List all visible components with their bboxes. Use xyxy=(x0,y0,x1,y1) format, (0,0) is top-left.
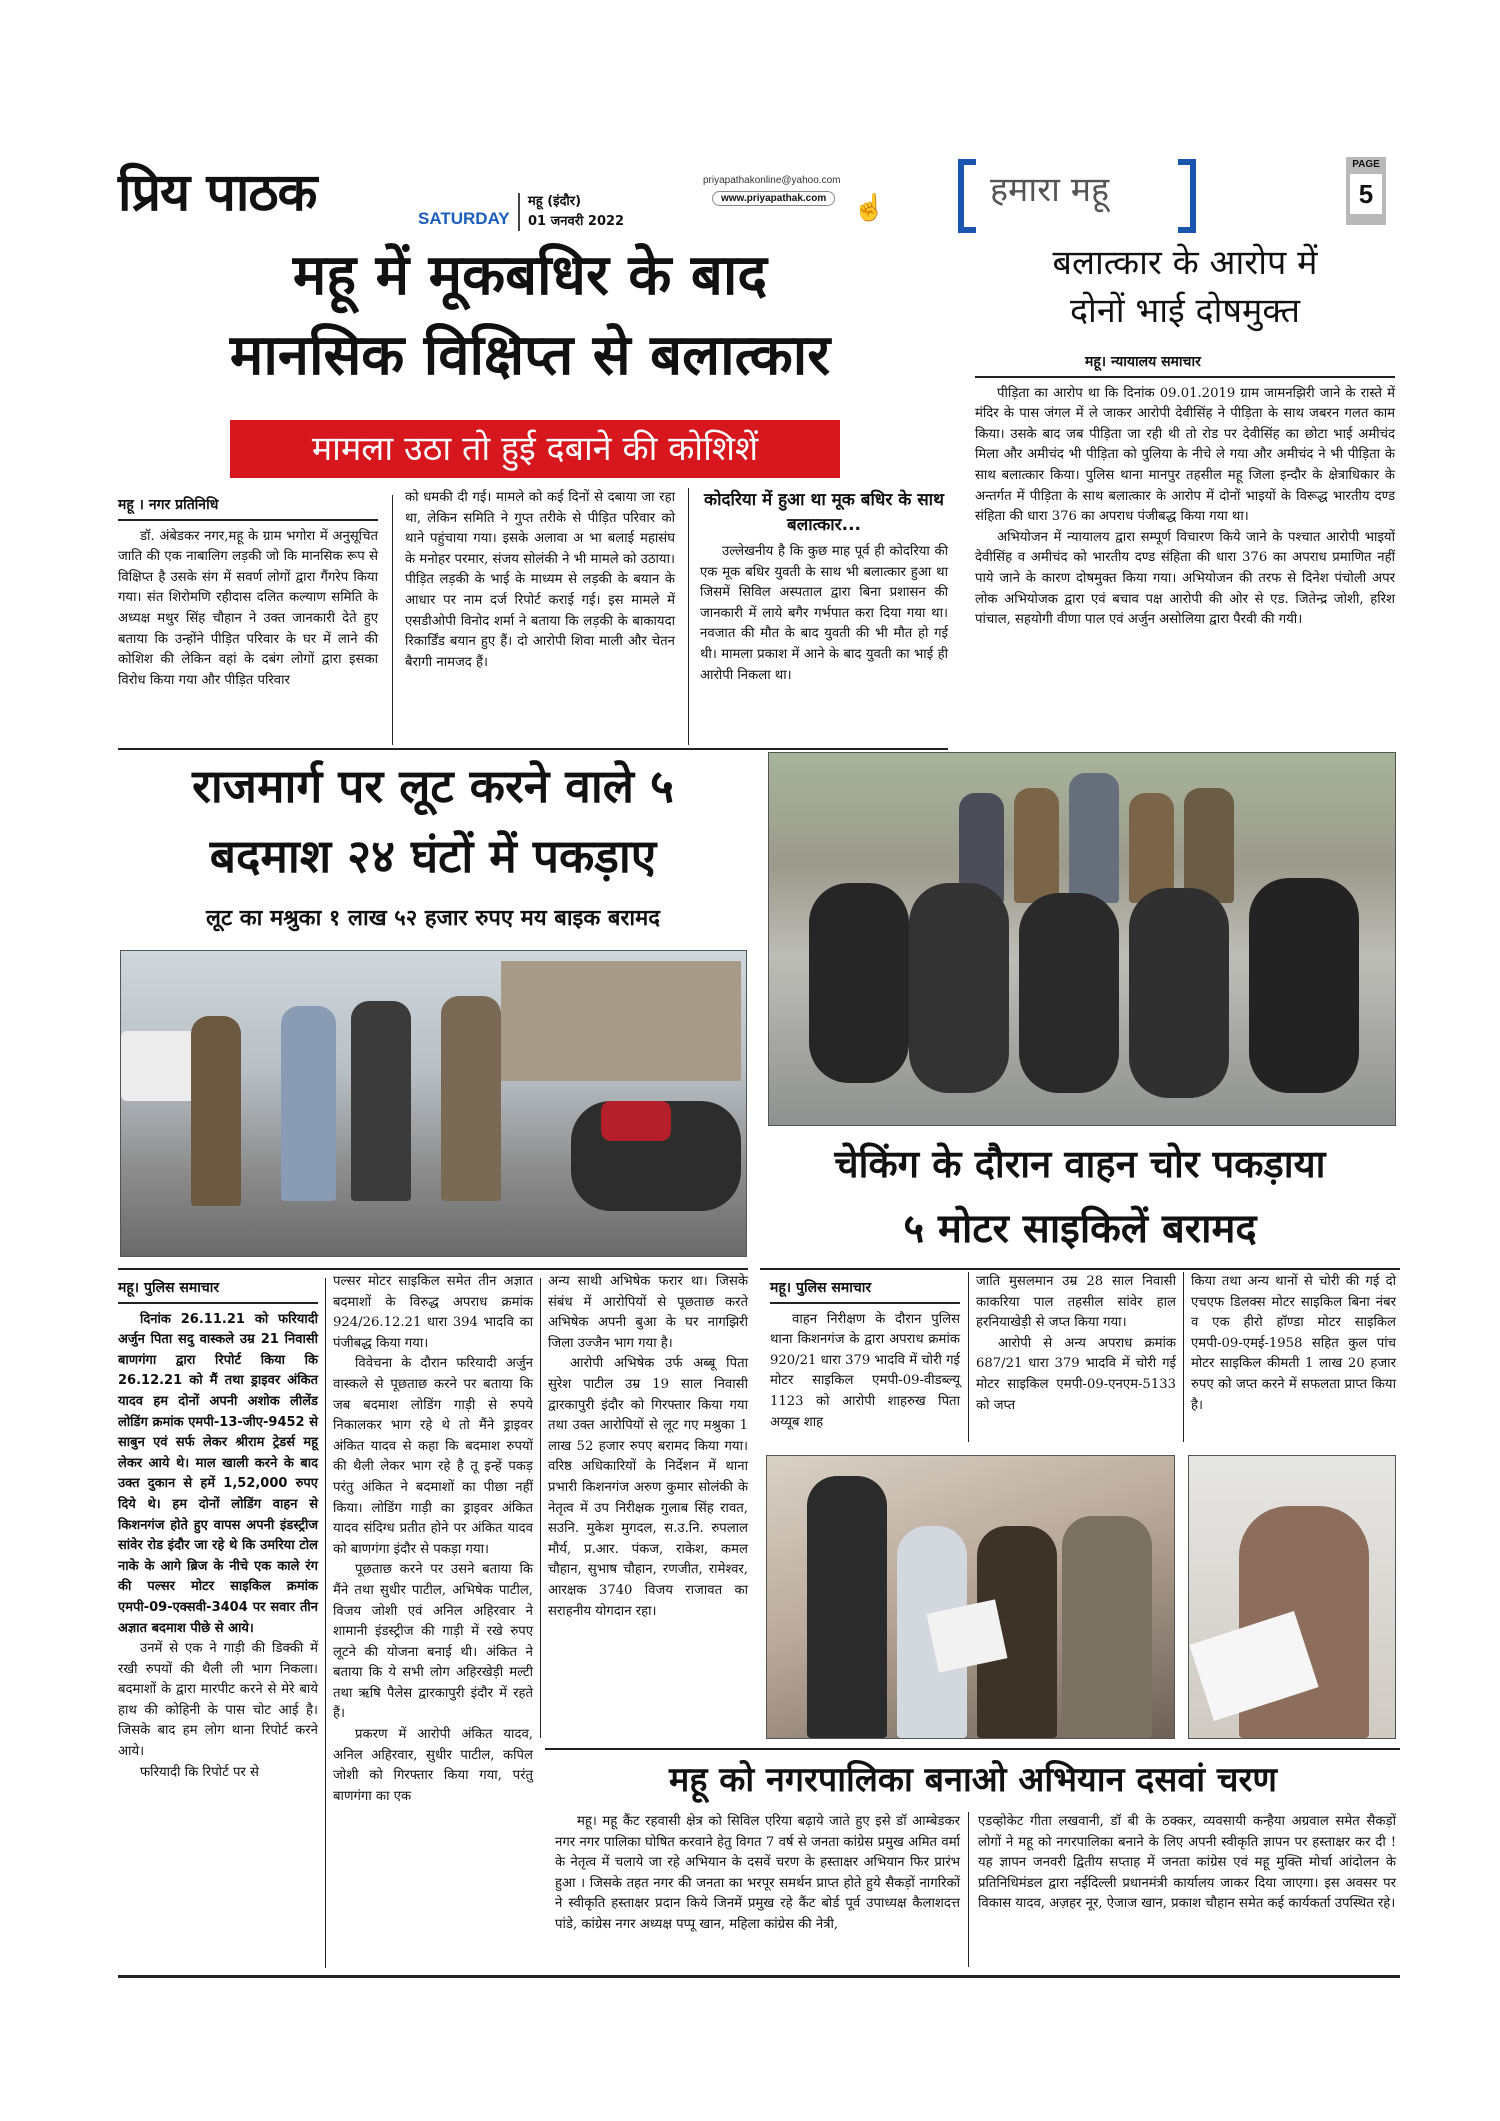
page-bottom-rule xyxy=(118,1975,1400,1978)
story2-headline-line1: बलात्कार के आरोप में xyxy=(1052,243,1318,283)
story3-col2-p2: विवेचना के दौरान फरियादी अर्जुन वास्कले से पूछताछ करने पर बताया कि जब बदमाश लोडिंग गाड़ी से रुपये निकालकर भाग रहे थे तो मैंने ड्राइवर अंकित यादव से कहा कि बदमाश रुपयों की थैली लेकर भाग रहे है तू इन्हें पकड़ परंतु अंकित ने बदमाशों का पीछा नहीं किया। लोडिंग गाड़ी का ड्राइवर अंकित यादव संदिग्ध प्रतीत होने पर अंकित यादव को बाणगंगा इंदौर से पकड़ा गया। xyxy=(333,1356,533,1557)
story3-col1-rest: उनमें से एक ने गाड़ी की डिक्की में रखी रुपयों की थैली ली भाग निकला। बदमाशों के द्वारा मारपीट करने से मेरे बाये हाथ की कोहिनी के पास चोट आई है। जिसके बाद हम लोग थाना रिपोर्ट करने आये। xyxy=(118,1641,318,1760)
accused-1-shape xyxy=(281,1006,336,1201)
story4-motorcycles-photo xyxy=(768,752,1396,1126)
day-label: SATURDAY xyxy=(418,209,510,228)
section-divider-1 xyxy=(118,748,948,750)
officer-3-shape xyxy=(1129,793,1174,903)
story5-top-divider xyxy=(545,1748,1400,1750)
bike-2-shape xyxy=(909,883,1009,1093)
page-number: 5 xyxy=(1350,174,1382,214)
story4-col1-text: वाहन निरीक्षण के दौरान पुलिस थाना किशनगंज के द्वारा अपराध क्रमांक 920/21 धारा 379 भादवि में चोरी गई मोटर साइकिल एमपी-09-वीडब्ल्यू 1123 को आरोपी शाहरुख पिता अय्यूब शाह xyxy=(770,1311,960,1430)
story3-arrest-photo xyxy=(120,950,747,1257)
page-label: PAGE xyxy=(1352,159,1380,170)
story3-col3-p2: आरोपी अभिषेक उर्फ अब्बू पिता सुरेश पाटील उम्र 19 साल निवासी द्वारकापुरी इंदौर को गिरफ्तार किया गया तथा उक्त आरोपियों से लूट गए मश्रुका 1 लाख 52 हजार रुपए बरामद किया गया। वरिष्ठ अधिकारियों के निर्देशन में थाना प्रभारी किशनगंज अरुण कुमार सोलंकी के नेतृत्व में उप निरीक्षक गुलाब सिंह रावत, सउनि. मुकेश मुगदल, स.उ.नि. रुपलाल मौर्य, प्र.आर. पंकज, राकेश, कमल चौहान, सुभाष चौहान, रणजीत, रामेश्वर, आरक्षक 3740 विजय राजावत का सराहनीय योगदान रहा। xyxy=(548,1356,748,1619)
story3-headline-line2: बदमाश २४ घंटों में पकड़ाए xyxy=(209,829,657,883)
accused-2-shape xyxy=(351,1001,411,1201)
story2-p1: पीड़िता का आरोप था कि दिनांक 09.01.2019 ग्राम जामनझिरी जाने के रास्ते में मंदिर के पास जंगल में ले जाकर आरोपी देवीसिंह ने पीड़िता के साथ जबरन गलत काम किया। उसके बाद जब पीड़िता जा रही थी तो रोड पर देवीसिंह का छोटा भाई अमीचंद मिला और अमीचंद भी पीड़िता को पुलिया के नीचे ले गया और अमीचंद ने भी पीड़िता के साथ बलात्कार किया। पुलिस थाना मानपुर तहसील महू जिला इन्दौर के क्षेत्राधिकार के अन्तर्गत में पीड़िता के साथ बलात्कार के आरोप में दोनों भाइयों के विरूद्ध भारतीय दण्ड संहिता की धारा 376 का अपराध पंजीबद्ध किया गया था। xyxy=(975,385,1395,525)
story4-col2-text: जाति मुसलमान उम्र 28 साल निवासी काकरिया पाल तहसील सांवेर हाल हरनियाखेड़ी से जप्त किया गया। xyxy=(976,1274,1176,1331)
accused-shape xyxy=(1069,773,1119,903)
story3-col3 xyxy=(548,1272,748,1622)
story4-police-photo xyxy=(766,1455,1175,1739)
story1-col2-text: को धमकी दी गई। मामले को कई दिनों से दबाया जा रहा था, लेकिन समिति ने गुप्त तरीके से पीड़ित परिवार को थाने पहुंचाया गया। इसके अलावा अ भा बलाई महासंघ के मनोहर परमार, संजय सोलंकी ने भी मामले को उठाया। पीड़ित लड़की के भाई के माध्यम से लड़की के बयान के आधार पर नाम दर्ज रिपोर्ट कराई गई। इस मामले में एसडीओपी विनोद शर्मा ने बताया कि लड़की के बाकायदा रिकार्डिंड बयान हुए हैं। दो आरोपी शिवा माली और चेतन बैरागी नामजद हैं। xyxy=(405,490,675,670)
story3-photo-divider xyxy=(118,1268,748,1270)
story3-col1 xyxy=(118,1278,318,1783)
story1-subhead: मामला उठा तो हुई दबाने की कोशिशें xyxy=(230,420,840,478)
story1-headline-line1: महू में मूकबधिर के बाद xyxy=(292,243,768,308)
story3-col1-bold: दिनांक 26.11.21 को फरियादी अर्जुन पिता सदु वास्कले उम्र 21 निवासी बाणगंगा द्वारा रिपोर्ट किया कि 26.12.21 को मैं तथा ड्राइवर अंकित यादव हम दोनों अपनी अशोक लीलेंड लोडिंग क्रमांक एमपी-13-जीए-9452 से साबुन एवं सर्फ लेकर श्रीराम ट्रेडर्स महू लेकर आये थे। माल खाली करने के बाद उक्त दुकान से हमें 1,52,000 रुपए दिये थे। हम दोनों लोडिंग वाहन से किशनगंज होते हुए वापस अपनी इंडस्ट्रीज सांवेर रोड इंदौर जा रहे थे कि उमरिया टोल नाके के आगे ब्रिज के नीचे एक काले रंग की पल्सर मोटर साइकिल क्रमांक एमपी-09-एक्सवी-3404 पर सवार तीन अज्ञात बदमाश पीछे से आये। xyxy=(118,1311,318,1636)
story4-byline: महू। पुलिस समाचार xyxy=(770,1278,960,1304)
policeman-shape xyxy=(191,1016,241,1206)
story1-col1-text: डॉ. अंबेडकर नगर,महू के ग्राम भगोरा में अनुसूचित जाति की एक नाबालिग लड़की जो कि मानसिक रूप से विक्षिप्त है उसके संग में सवर्ण लोगों द्वारा गैंगरेप किया गया। संत शिरोमणि रहीदास दलित कल्याण समिति के अध्यक्ष मथुर सिंह चौहान ने उक्त जानकारी देते हुए बताया कि उन्होंने पीड़ित परिवार के घर में लाने की कोशिश की लेकिन वहां के दबंग लोगों द्वारा इसका विरोध किया गया और पीड़ित परिवार xyxy=(118,528,378,688)
story5-col1-text: महू। महू कैंट रहवासी क्षेत्र को सिविल एरिया बढ़ाये जाते हुए इसे डॉ आम्बेडकर नगर नगर पालिका घोषित करवाने हेतु विगत 7 वर्ष से जनता कांग्रेस प्रमुख अमित वर्मा के नेतृत्व में चलाये जा रहे अभियान के दसवें चरण के हस्ताक्षर अभियान फिर प्रारंभ हुआ । जिसके तहत नगर की जनता का भरपूर समर्थन प्राप्त होते हुये सैकड़ों नागरिकों ने स्वीकृति हस्ताक्षर प्रदान किये जिनमें प्रमुख रहे कैंट बोर्ड पूर्व उपाध्यक्ष कैलाशदत्त पांडे, कांग्रेस नगर अध्यक्ष पप्पू खान, महिला कांग्रेस की नेत्री, xyxy=(555,1814,960,1932)
story1-box-head: कोदरिया में हुआ था मूक बधिर के साथ बलात्कार... xyxy=(704,490,944,535)
story2-body xyxy=(975,352,1395,631)
story5-col2 xyxy=(978,1812,1396,1915)
building-shape xyxy=(501,961,741,1081)
story3-col2-p1: पल्सर मोटर साइकिल समेत तीन अज्ञात बदमाशों के विरुद्ध अपराध क्रमांक 924/26.12.21 धारा 394 भादवि का पंजीबद्ध किया गया। xyxy=(333,1274,533,1351)
story4-col1 xyxy=(770,1278,960,1433)
page-number-box xyxy=(1346,157,1386,225)
story5-headline: महू को नगरपालिका बनाओ अभियान दसवां चरण xyxy=(669,1760,1277,1800)
story4-col3 xyxy=(1191,1272,1396,1416)
story4-col2-p2: आरोपी से अन्य अपराध क्रमांक 687/21 धारा 379 भादवि में चोरी गई मोटर साइकिल एमपी-09-एनएम-5133 को जप्त xyxy=(976,1335,1176,1413)
motorcycle-red-shape xyxy=(601,1101,671,1141)
accused-3-shape xyxy=(441,996,501,1201)
story3-headline-line1: राजमार्ग पर लूट करने वाले ५ xyxy=(192,759,674,813)
story1-col1 xyxy=(118,495,378,691)
story1-byline: महू । नगर प्रतिनिधि xyxy=(118,495,378,521)
officer-4-shape xyxy=(1184,788,1234,903)
story3-col2-p4: प्रकरण में आरोपी अंकित यादव, अनिल अहिरवार, सुधीर पाटील, कपिल जोशी को गिरफ्तार किया गया, परंतु बाणगंगा का एक xyxy=(333,1727,533,1804)
story4-official-photo xyxy=(1188,1455,1396,1739)
header-divider xyxy=(518,193,520,231)
hand-pointer-icon: ☝ xyxy=(853,193,886,223)
story1-col2 xyxy=(405,488,675,673)
story3-col1-tail: फरियादी कि रिपोर्ट पर से xyxy=(140,1764,259,1780)
story3-col-divider-2 xyxy=(540,1278,541,1738)
newspaper-logo: प्रिय पाठक xyxy=(118,163,317,223)
story2-byline: महू। न्यायालय समाचार xyxy=(975,352,1395,378)
story1-box-text: उल्लेखनीय है कि कुछ माह पूर्व ही कोदरिया की एक मूक बधिर युवती के साथ भी बलात्कार हुआ था जिसमें सिविल अस्पताल द्वारा बिना प्रशासन की जानकारी में लाये बगैर गर्भपात करा दिया गया था। नवजात की मौत के बाद युवती की भी मौत हो गई थी। मामला प्रकाश में आने के बाद युवती का भाई ही आरोपी निकला था। xyxy=(700,544,948,683)
story5-col-divider xyxy=(968,1812,969,1967)
masthead xyxy=(118,155,1398,235)
story3-col2 xyxy=(333,1272,533,1807)
person-1-shape xyxy=(807,1476,887,1738)
bike-4-shape xyxy=(1129,888,1229,1098)
story5-col2-text: एडव्होकेट गीता लखवानी, डॉ बी के ठक्कर, व्यवसायी कन्हैया अग्रवाल समेत सैकड़ों लोगों ने महू को नगरपालिका बनाने के लिए अपनी स्वीकृति ज्ञापन पर हस्ताक्षर कर दी ! यह ज्ञापन जनवरी द्वितीय सप्ताह में जनता कांग्रेस एवं महू मुक्ति मोर्चा आंदोलन के प्रतिनिधिमंडल द्वारा नईदिल्ली प्रधानमंत्री कार्यालय जाकर दिया जाएगा। इस अवसर पर विकास यादव, अज़हर नूर, ऐजाज खान, प्रकाश चौहान समेत कई कार्यकर्ता उपस्थित रहे। xyxy=(978,1814,1396,1912)
section-bracket-close xyxy=(1178,159,1196,233)
website-link[interactable]: www.priyapathak.com xyxy=(712,191,835,206)
story2-p2: अभियोजन में न्यायालय द्वारा सम्पूर्ण विचारण किये जाने के पश्चात आरोपी भाइयों देवीसिंह व अमीचंद को भारतीय दण्ड संहिता की धारा 376 का अपराध प्रमाणित नहीं पाये जाने के कारण दोषमुक्त किया गया। अभियोजन की तरफ से दिनेश पंचोली अपर लोक अभियोजक द्वारा एवं बचाव पक्ष आरोपी की ओर से एड. जितेन्द्र जोशी, हरिश पांचाल, सहयोगी वीणा पाल एवं अर्जुन असोलिया द्वारा पैरवी की गयी। xyxy=(975,529,1395,628)
story2-headline-line2: दोनों भाई दोषमुक्त xyxy=(1069,291,1300,331)
story4-col-divider-1 xyxy=(968,1272,969,1442)
story4-headline-line2: ५ मोटर साइकिलें बरामद xyxy=(903,1206,1257,1252)
story3-subhead: लूट का मश्रुका १ लाख ५२ हजार रुपए मय बाइक बरामद xyxy=(206,906,660,931)
story4-col-divider-2 xyxy=(1183,1272,1184,1442)
story4-divider xyxy=(760,1268,1400,1270)
story5-col1 xyxy=(555,1812,960,1936)
email-link[interactable]: priyapathakonline@yahoo.com xyxy=(703,175,841,186)
story3-col3-p1: अन्य साथी अभिषेक फरार था। जिसके संबंध में आरोपियों से पूछताछ करते अभिषेक अपनी बुआ के घर नागझिरी जिला उज्जैन भाग गया है। xyxy=(548,1274,748,1351)
place-label: महू (इंदौर) xyxy=(528,194,582,209)
story1-headline-line2: मानसिक विक्षिप्त से बलात्कार xyxy=(229,323,831,388)
officer-2-shape xyxy=(1014,788,1059,903)
story4-col3-text: किया तथा अन्य थानों से चोरी की गई दो एचएफ डिलक्स मोटर साइकिल बिना नंबर व एक हीरो हॉण्डा मोटर साइकिल एमपी-09-एमई-1958 सहित कुल पांच मोटर साइकिल कीमती 1 लाख 20 हजार रुपए को जप्त करने में सफलता प्राप्त किया है। xyxy=(1191,1274,1396,1413)
bike-5-shape xyxy=(1249,878,1359,1093)
story1-col-divider-1 xyxy=(392,495,393,745)
story4-headline-line1: चेकिंग के दौरान वाहन चोर पकड़ाया xyxy=(834,1142,1326,1186)
section-title: हमारा महू xyxy=(990,170,1110,210)
section-bracket-open xyxy=(958,159,976,233)
story1-col-divider-2 xyxy=(688,488,689,745)
story3-byline: महू। पुलिस समाचार xyxy=(118,1278,318,1304)
date-label: 01 जनवरी 2022 xyxy=(528,214,625,229)
story4-col2 xyxy=(976,1272,1176,1416)
bike-1-shape xyxy=(809,883,909,1083)
story3-col-divider-1 xyxy=(325,1278,326,1968)
story3-col2-p3: पूछताछ करने पर उसने बताया कि मैंने तथा सुधीर पाटील, अभिषेक पाटील, विजय जोशी एवं अनिल अहिरवार ने शामानी इंडस्ट्रीज की गाड़ी में रखे रुपए लूटने की योजना बनाई थी। अंकित ने बताया कि ये सभी लोग अहिरखेड़ी मल्टी तथा ऋषि पैलेस द्वारकापुरी इंदौर में रहते हैं। xyxy=(333,1562,533,1722)
story1-box xyxy=(700,488,948,686)
person-4-shape xyxy=(1062,1516,1152,1738)
bike-3-shape xyxy=(1019,893,1119,1093)
